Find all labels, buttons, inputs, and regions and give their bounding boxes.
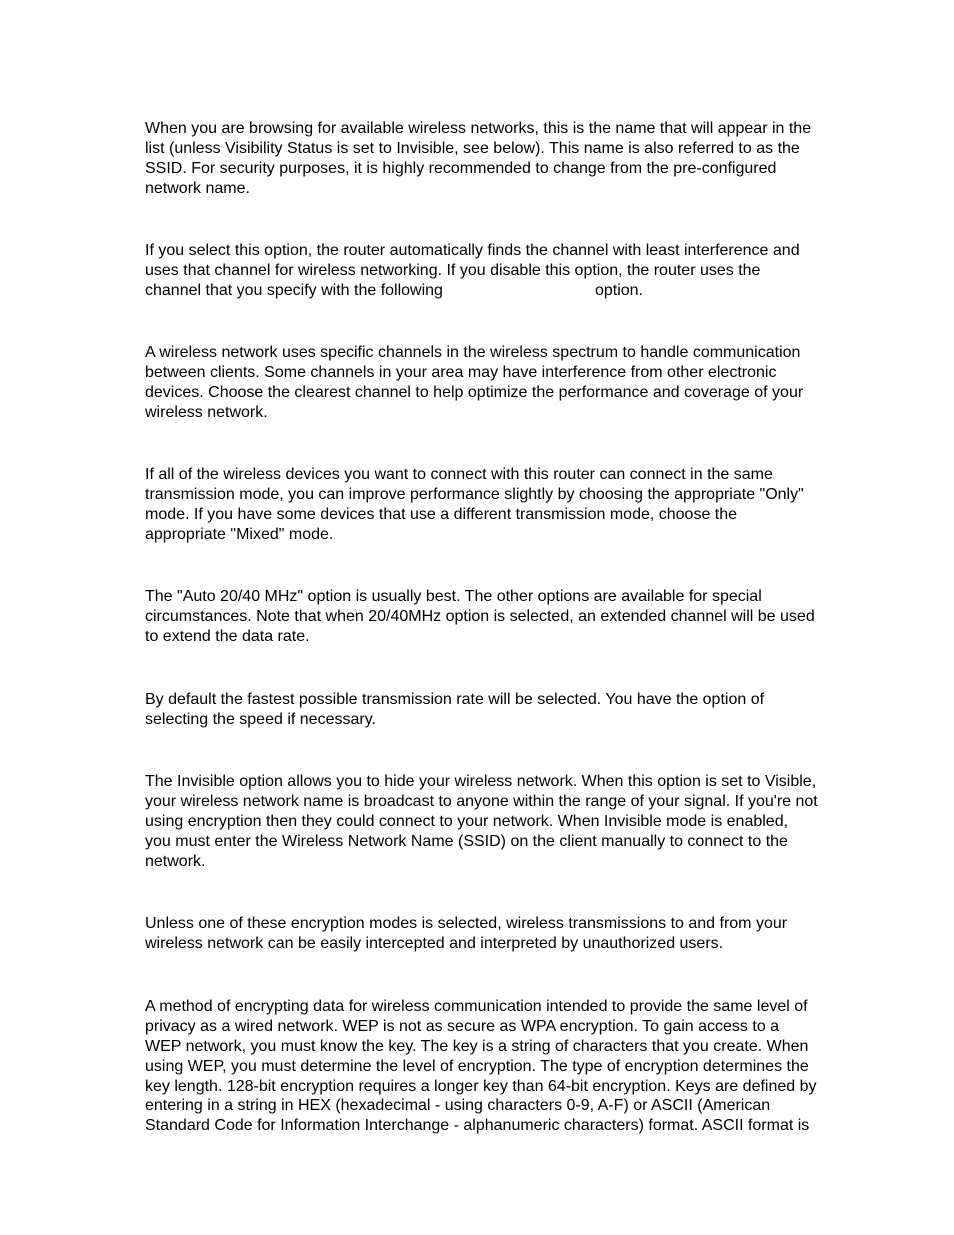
text-line: appropriate "Mixed" mode. — [145, 525, 334, 543]
text-line: The "Auto 20/40 MHz" option is usually best. The other options are available for special — [145, 588, 762, 605]
text-line: between clients. Some channels in your area may have interference from other electronic — [145, 363, 777, 381]
text-line: wireless network. — [145, 403, 268, 421]
text-line: If all of the wireless devices you want to connect with this router can connect in the same — [145, 466, 773, 483]
text-line: Unless one of these encryption modes is selected, wireless transmissions to and from your — [145, 915, 788, 932]
text-line: WEP network, you must know the key. The key is a string of characters that you create. When — [145, 1037, 809, 1055]
paragraph-visibility-status — [145, 772, 885, 871]
text-line: using encryption then they could connect to your network. When Invisible mode is enabled, — [145, 812, 789, 830]
text-line: privacy as a wired network. WEP is not as secure as WPA encryption. To gain access to a — [145, 1017, 780, 1035]
text-line: transmission mode, you can improve performance slightly by choosing the appropriate "Only" — [145, 485, 804, 503]
text-line: A method of encrypting data for wireless communication intended to provide the same level of — [145, 998, 808, 1015]
text-line: Standard Code for Information Interchange - alphanumeric characters) format. ASCII format is — [145, 1117, 810, 1135]
text-line: network name. — [145, 179, 250, 197]
text-line: entering in a string in HEX (hexadecimal - using characters 0-9, A-F) or ASCII (American — [145, 1097, 771, 1115]
text-line: When you are browsing for available wireless networks, this is the name that will appear in the — [145, 120, 812, 137]
text-line: using WEP, you must determine the level of encryption. The type of encryption determines the — [145, 1057, 809, 1075]
paragraph-wep — [145, 997, 885, 1136]
paragraph-network-name — [145, 119, 885, 199]
text-line: network. — [145, 852, 206, 870]
text-segment: option. — [594, 281, 643, 299]
paragraph-wireless-channel — [145, 343, 885, 423]
text-line: wireless network can be easily intercepted and interpreted by unauthorized users. — [145, 934, 724, 952]
text-line: your wireless network name is broadcast to anyone within the range of your signal. If you're not — [145, 792, 818, 810]
text-line: list (unless Visibility Status is set to Invisible, see below). This name is also referred to as the — [145, 139, 800, 157]
text-line: devices. Choose the clearest channel to help optimize the performance and coverage of your — [145, 383, 804, 401]
paragraph-transmission-mode — [145, 465, 885, 545]
paragraph-channel-width — [145, 587, 885, 647]
paragraph-security-mode — [145, 914, 885, 954]
text-line: SSID. For security purposes, it is highly recommended to change from the pre-configured — [145, 159, 777, 177]
text-segment: channel that you specify with the following — [145, 281, 443, 299]
text-line: circumstances. Note that when 20/40MHz option is selected, an extended channel will be used — [145, 607, 815, 625]
text-line: If you select this option, the router automatically finds the channel with least interference and — [145, 242, 800, 259]
text-line — [145, 281, 885, 301]
text-line: to extend the data rate. — [145, 627, 310, 645]
text-line: uses that channel for wireless networking. If you disable this option, the router uses the — [145, 261, 761, 279]
text-line: selecting the speed if necessary. — [145, 710, 376, 728]
text-line: A wireless network uses specific channels in the wireless spectrum to handle communication — [145, 344, 801, 361]
text-line: you must enter the Wireless Network Name (SSID) on the client manually to connect to the — [145, 832, 788, 850]
paragraph-transmission-rate — [145, 690, 885, 730]
text-line: By default the fastest possible transmission rate will be selected. You have the option of — [145, 691, 765, 708]
text-line: key length. 128-bit encryption requires a longer key than 64-bit encryption. Keys are defined by — [145, 1077, 817, 1095]
text-line: The Invisible option allows you to hide your wireless network. When this option is set to Visible, — [145, 773, 817, 790]
paragraph-auto-channel — [145, 241, 885, 301]
text-line: mode. If you have some devices that use a different transmission mode, choose the — [145, 505, 738, 523]
